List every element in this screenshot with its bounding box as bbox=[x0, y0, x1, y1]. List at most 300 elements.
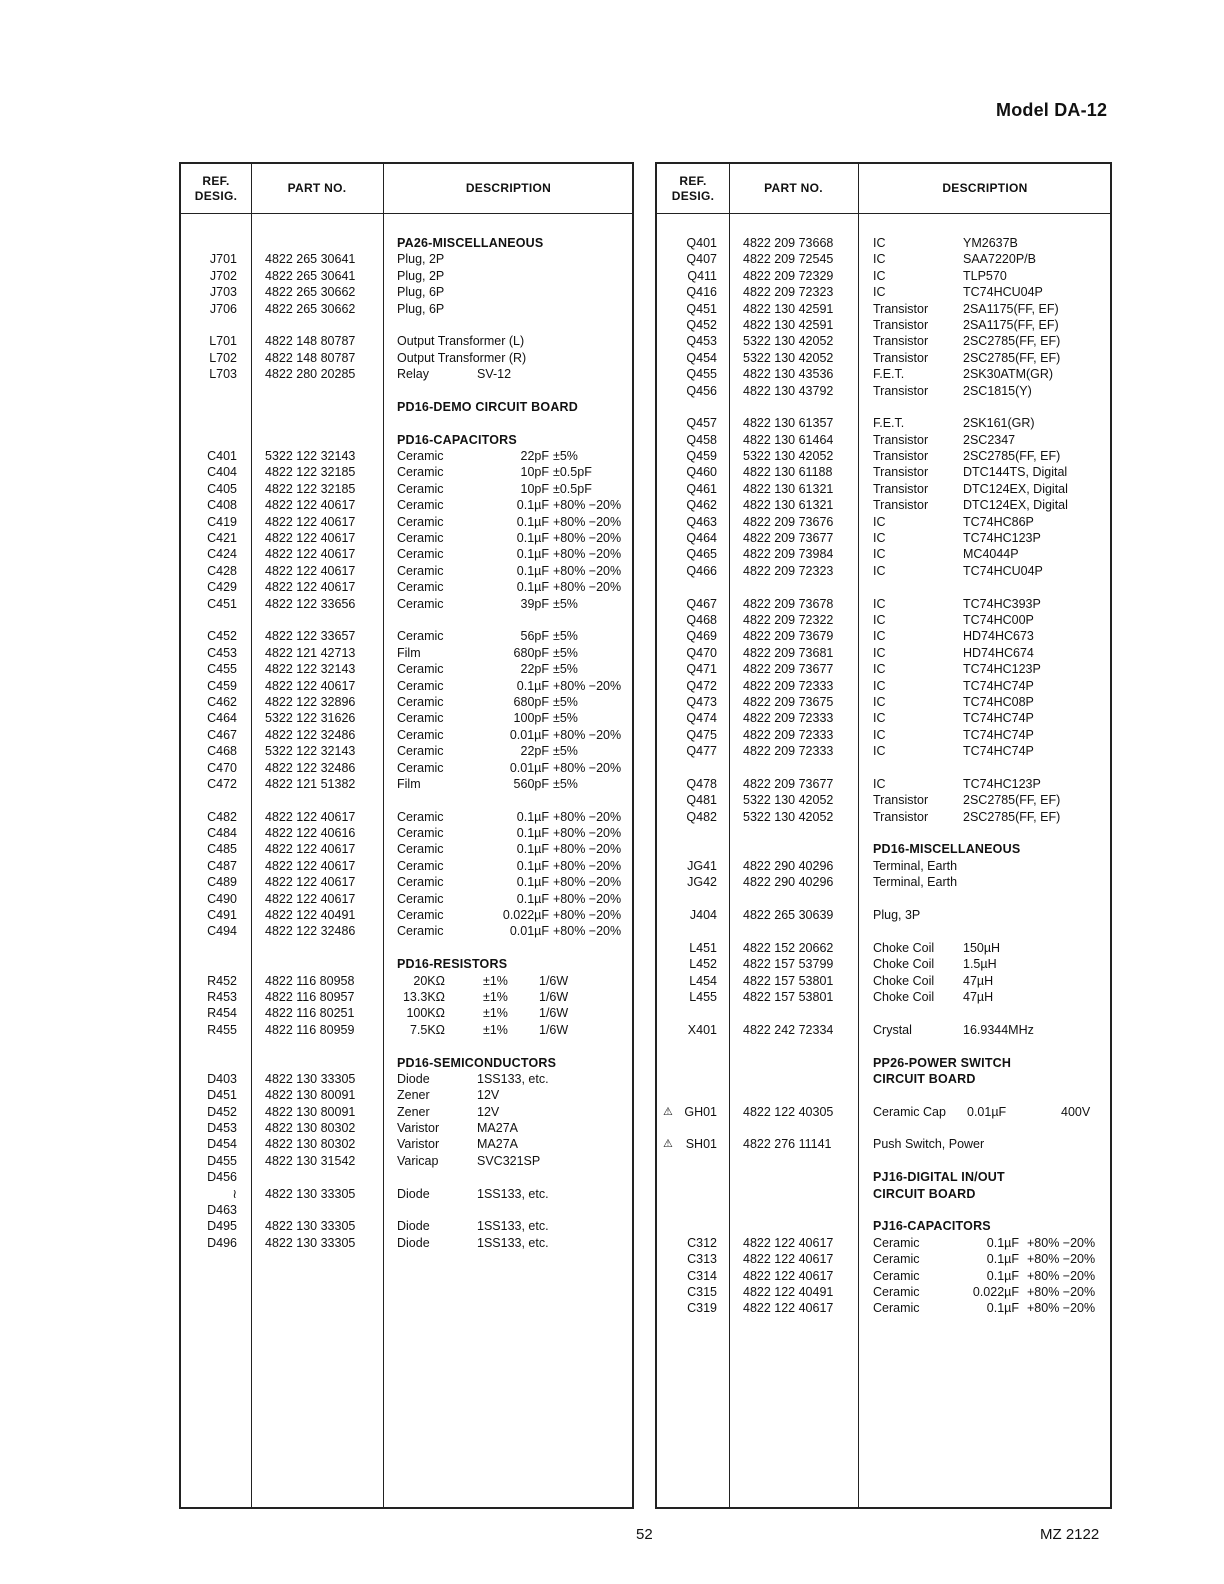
document-code: MZ 2122 bbox=[1040, 1526, 1100, 1543]
ref-desig: C405 bbox=[207, 481, 237, 496]
table-row bbox=[181, 481, 632, 497]
description-type: F.E.T. bbox=[873, 367, 905, 382]
description-value: YM2637B bbox=[963, 236, 1018, 250]
table-row bbox=[657, 530, 1110, 546]
left-rows bbox=[181, 235, 632, 1251]
ref-desig: C487 bbox=[207, 858, 237, 873]
section-heading bbox=[657, 1186, 1110, 1202]
description-value: 10pF bbox=[520, 481, 549, 496]
part-number: 4822 209 73668 bbox=[743, 236, 834, 250]
table-row bbox=[181, 989, 632, 1005]
description-type: IC bbox=[873, 547, 886, 562]
description-type: IC bbox=[873, 744, 886, 759]
description-type: Ceramic bbox=[873, 1285, 920, 1299]
description-rating: 1/6W bbox=[539, 1006, 569, 1021]
ref-desig: Q469 bbox=[686, 629, 717, 644]
description-value: 47µH bbox=[963, 989, 994, 1004]
ref-desig: JG42 bbox=[687, 875, 717, 890]
description-type: Transistor bbox=[873, 809, 929, 824]
table-row bbox=[181, 694, 632, 710]
table-row bbox=[181, 727, 632, 743]
ref-desig: C424 bbox=[207, 547, 237, 562]
col-header-desc: DESCRIPTION bbox=[465, 181, 552, 195]
table-row bbox=[181, 1087, 632, 1103]
table-row bbox=[657, 956, 1110, 972]
table-row bbox=[181, 776, 632, 792]
ref-desig: J703 bbox=[209, 285, 237, 300]
description-value: 2SC2785(FF, EF) bbox=[963, 809, 1061, 824]
spacer-row bbox=[657, 760, 1110, 776]
part-number: 4822 122 40617 bbox=[265, 514, 356, 529]
description-tolerance: ±5% bbox=[553, 744, 578, 759]
description-type: Diode bbox=[397, 1219, 430, 1234]
table-row bbox=[181, 858, 632, 874]
section-heading bbox=[657, 1218, 1110, 1234]
description-type: Output Transformer (R) bbox=[397, 350, 527, 365]
part-number: 4822 122 40617 bbox=[743, 1235, 834, 1250]
safety-warning-icon: ⚠ bbox=[663, 1138, 673, 1151]
table-row bbox=[181, 1104, 632, 1120]
description-tolerance: +80% −20% bbox=[553, 498, 622, 513]
description-tolerance: +80% −20% bbox=[1027, 1301, 1096, 1316]
part-number: 4822 122 40616 bbox=[265, 826, 356, 841]
description-type: Plug, 3P bbox=[873, 908, 921, 923]
description-value: 2SC1815(Y) bbox=[963, 383, 1032, 398]
table-row bbox=[657, 563, 1110, 579]
description-type: Ceramic bbox=[397, 908, 444, 923]
part-number: 4822 130 61321 bbox=[743, 498, 834, 513]
description-type: Ceramic bbox=[397, 498, 444, 513]
spacer-row bbox=[657, 1120, 1110, 1136]
description-value: MA27A bbox=[477, 1137, 518, 1152]
table-row bbox=[181, 1169, 632, 1185]
table-row bbox=[181, 268, 632, 284]
part-number: 4822 280 20285 bbox=[265, 367, 356, 382]
ref-desig: J702 bbox=[209, 268, 237, 283]
col-header-ref: REF. DESIG. bbox=[194, 173, 238, 203]
table-row bbox=[181, 1136, 632, 1152]
ref-desig: D463 bbox=[207, 1203, 237, 1218]
spacer-row bbox=[657, 1038, 1110, 1054]
table-row bbox=[657, 973, 1110, 989]
part-number: 4822 122 40617 bbox=[265, 563, 356, 578]
description-type: Plug, 6P bbox=[397, 301, 445, 316]
description-value: 20KΩ bbox=[413, 973, 445, 988]
spacer-row bbox=[181, 940, 632, 956]
part-number: 4822 148 80787 bbox=[265, 350, 356, 365]
description-value: 12V bbox=[477, 1104, 500, 1119]
part-number: 4822 290 40296 bbox=[743, 858, 834, 873]
ref-desig: Q477 bbox=[686, 744, 717, 759]
table-row bbox=[181, 710, 632, 726]
ref-desig: C489 bbox=[207, 875, 237, 890]
ref-desig: Q401 bbox=[686, 236, 717, 250]
table-row bbox=[657, 940, 1110, 956]
description-value: TC74HC123P bbox=[963, 776, 1041, 791]
ref-desig: Q470 bbox=[686, 645, 717, 660]
part-number: 4822 122 40617 bbox=[265, 678, 356, 693]
spacer-row bbox=[657, 923, 1110, 939]
table-row bbox=[657, 776, 1110, 792]
description-value: 680pF bbox=[513, 694, 549, 709]
part-number: 4822 122 40617 bbox=[265, 858, 356, 873]
description-tolerance: ±1% bbox=[483, 989, 508, 1004]
table-row bbox=[657, 694, 1110, 710]
description-value: 0.1µF bbox=[986, 1268, 1019, 1283]
ref-desig: C482 bbox=[207, 809, 237, 824]
description-tolerance: +80% −20% bbox=[1027, 1252, 1096, 1267]
section-title: PD16-MISCELLANEOUS bbox=[873, 842, 1021, 857]
part-number: 4822 122 40617 bbox=[265, 580, 356, 595]
part-number: 4822 122 32896 bbox=[265, 694, 356, 709]
description-type: Plug, 2P bbox=[397, 252, 445, 267]
description-type: Crystal bbox=[873, 1022, 912, 1037]
table-row bbox=[657, 317, 1110, 333]
section-heading bbox=[657, 841, 1110, 857]
table-row bbox=[181, 973, 632, 989]
part-number: 4822 209 72333 bbox=[743, 711, 834, 726]
part-number: 4822 122 40491 bbox=[743, 1285, 834, 1299]
ref-desig: Q461 bbox=[686, 481, 717, 496]
description-value: TC74HC86P bbox=[963, 514, 1034, 529]
description-type: Ceramic bbox=[397, 547, 444, 562]
description-value: TC74HC74P bbox=[963, 711, 1034, 726]
part-number: 5322 130 42052 bbox=[743, 350, 834, 365]
ref-desig: C472 bbox=[207, 776, 237, 791]
description-type: IC bbox=[873, 727, 886, 742]
spacer-row bbox=[657, 1153, 1110, 1169]
ref-desig: Q468 bbox=[686, 612, 717, 627]
part-number: 5322 122 31626 bbox=[265, 711, 356, 726]
table-row bbox=[657, 464, 1110, 480]
part-number: 4822 130 61357 bbox=[743, 416, 834, 431]
table-row bbox=[657, 268, 1110, 284]
ref-desig: L451 bbox=[689, 940, 717, 955]
table-row bbox=[181, 1218, 632, 1234]
description-tolerance: +80% −20% bbox=[553, 514, 622, 529]
section-heading bbox=[657, 1055, 1110, 1071]
description-type: IC bbox=[873, 711, 886, 726]
part-number: 4822 122 40491 bbox=[265, 908, 356, 923]
description-value: HD74HC674 bbox=[963, 645, 1034, 660]
ref-desig: C315 bbox=[687, 1285, 717, 1299]
part-number: 4822 130 61321 bbox=[743, 481, 834, 496]
ref-desig: Q456 bbox=[686, 383, 717, 398]
description-value: 22pF bbox=[520, 662, 549, 677]
ref-desig: Q475 bbox=[686, 727, 717, 742]
description-rating: 1/6W bbox=[539, 1022, 569, 1037]
description-type: Diode bbox=[397, 1071, 430, 1086]
part-number: 4822 209 72333 bbox=[743, 727, 834, 742]
part-number: 4822 130 80302 bbox=[265, 1137, 356, 1152]
description-type: F.E.T. bbox=[873, 416, 905, 431]
description-value: 1SS133, etc. bbox=[477, 1219, 549, 1234]
spacer-row bbox=[657, 891, 1110, 907]
description-type: Output Transformer (L) bbox=[397, 334, 525, 349]
part-number: 4822 290 40296 bbox=[743, 875, 834, 890]
spacer-row bbox=[181, 792, 632, 808]
description-type: Ceramic bbox=[397, 924, 444, 939]
description-type: Ceramic Cap bbox=[873, 1104, 946, 1119]
section-heading bbox=[657, 1071, 1110, 1087]
section-title: PD16-CAPACITORS bbox=[397, 432, 517, 447]
section-title: PD16-RESISTORS bbox=[397, 957, 508, 972]
description-value: TC74HC00P bbox=[963, 612, 1034, 627]
description-tolerance: ±1% bbox=[483, 1006, 508, 1021]
table-row bbox=[181, 1186, 632, 1202]
table-row bbox=[657, 710, 1110, 726]
ref-desig: C452 bbox=[207, 629, 237, 644]
table-row bbox=[181, 1005, 632, 1021]
table-row bbox=[657, 1136, 1110, 1152]
table-row bbox=[181, 825, 632, 841]
description-tolerance: +80% −20% bbox=[553, 908, 622, 923]
description-type: IC bbox=[873, 662, 886, 677]
description-type: IC bbox=[873, 612, 886, 627]
spacer-row bbox=[657, 579, 1110, 595]
part-number: 4822 122 33657 bbox=[265, 629, 356, 644]
description-value: 1SS133, etc. bbox=[477, 1235, 549, 1250]
description-type: Ceramic bbox=[397, 465, 444, 480]
parts-table-left bbox=[179, 162, 634, 1509]
description-tolerance: +80% −20% bbox=[553, 563, 622, 578]
description-type: IC bbox=[873, 596, 886, 611]
description-type: Varistor bbox=[397, 1137, 440, 1152]
ref-desig: Q453 bbox=[686, 334, 717, 349]
description-rating: 1/6W bbox=[539, 973, 569, 988]
table-row bbox=[181, 350, 632, 366]
part-number: 4822 130 33305 bbox=[265, 1071, 356, 1086]
table-row bbox=[657, 383, 1110, 399]
ref-desig: C485 bbox=[207, 842, 237, 857]
description-type: Terminal, Earth bbox=[873, 875, 958, 890]
section-heading bbox=[181, 432, 632, 448]
part-number: 4822 116 80959 bbox=[265, 1022, 355, 1037]
table-row bbox=[657, 792, 1110, 808]
description-value: 1SS133, etc. bbox=[477, 1186, 549, 1201]
table-row bbox=[657, 415, 1110, 431]
ref-desig: X401 bbox=[687, 1022, 717, 1037]
table-row bbox=[657, 251, 1110, 267]
description-value: 22pF bbox=[520, 449, 549, 464]
ref-desig: R455 bbox=[207, 1022, 237, 1037]
part-number: 4822 130 61464 bbox=[743, 432, 834, 447]
section-title: PJ16-DIGITAL IN/OUT bbox=[873, 1170, 1005, 1185]
ref-desig: Q460 bbox=[686, 465, 717, 480]
description-type: Transistor bbox=[873, 449, 929, 464]
table-row bbox=[181, 907, 632, 923]
description-type: IC bbox=[873, 252, 886, 267]
description-value: 0.022µF bbox=[972, 1285, 1019, 1299]
section-title: PD16-SEMICONDUCTORS bbox=[397, 1055, 557, 1070]
part-number: 4822 209 73676 bbox=[743, 514, 834, 529]
part-number: 4822 209 73678 bbox=[743, 596, 834, 611]
ref-desig: C468 bbox=[207, 744, 237, 759]
description-value: TC74HC74P bbox=[963, 727, 1034, 742]
table-row bbox=[657, 858, 1110, 874]
ref-desig: C491 bbox=[207, 908, 237, 923]
part-number: 4822 122 40617 bbox=[265, 875, 356, 890]
table-row bbox=[657, 1284, 1110, 1300]
table-row bbox=[181, 333, 632, 349]
description-tolerance: +80% −20% bbox=[553, 809, 622, 824]
table-row bbox=[657, 727, 1110, 743]
description-value: 0.1µF bbox=[516, 563, 549, 578]
part-number: 4822 209 72333 bbox=[743, 678, 834, 693]
table-row bbox=[181, 1235, 632, 1251]
description-value: 2SA1175(FF, EF) bbox=[963, 301, 1059, 316]
part-number: 4822 130 43792 bbox=[743, 383, 834, 398]
description-type: Transistor bbox=[873, 350, 929, 365]
part-number: 4822 209 72323 bbox=[743, 563, 834, 578]
table-row bbox=[181, 1153, 632, 1169]
part-number: 4822 122 32185 bbox=[265, 465, 356, 480]
part-number: 4822 130 31542 bbox=[265, 1153, 356, 1168]
table-row bbox=[657, 432, 1110, 448]
part-number: 4822 130 80302 bbox=[265, 1121, 356, 1136]
description-value: TC74HCU04P bbox=[963, 285, 1043, 300]
description-tolerance: +80% −20% bbox=[553, 826, 622, 841]
section-title: PD16-DEMO CIRCUIT BOARD bbox=[397, 399, 578, 414]
description-type: Ceramic bbox=[873, 1268, 920, 1283]
ref-desig: Q471 bbox=[686, 662, 717, 677]
ref-desig: Q452 bbox=[686, 317, 717, 332]
ref-desig: Q464 bbox=[686, 531, 717, 546]
spacer-row bbox=[657, 825, 1110, 841]
ref-desig: C470 bbox=[207, 760, 237, 775]
table-row bbox=[181, 1202, 632, 1218]
description-type: Transistor bbox=[873, 793, 929, 808]
ref-desig: D456 bbox=[207, 1170, 237, 1185]
part-number: 4822 130 42591 bbox=[743, 317, 834, 332]
description-type: Ceramic bbox=[397, 514, 444, 529]
section-heading bbox=[657, 1169, 1110, 1185]
table-row bbox=[657, 1268, 1110, 1284]
description-value: DTC144TS, Digital bbox=[963, 465, 1068, 480]
ref-desig: Q407 bbox=[686, 252, 717, 267]
description-type: Transistor bbox=[873, 481, 929, 496]
part-number: 4822 130 80091 bbox=[265, 1088, 356, 1103]
section-title: CIRCUIT BOARD bbox=[873, 1071, 976, 1086]
table-row bbox=[181, 760, 632, 776]
description-value: 2SC2785(FF, EF) bbox=[963, 449, 1061, 464]
table-row bbox=[181, 1022, 632, 1038]
description-tolerance: +80% −20% bbox=[1027, 1268, 1096, 1283]
description-value: SAA7220P/B bbox=[963, 252, 1036, 267]
ref-desig: L701 bbox=[209, 334, 237, 349]
description-type: Varicap bbox=[397, 1153, 439, 1168]
ref-desig: L452 bbox=[689, 957, 717, 972]
table-row bbox=[657, 1300, 1110, 1316]
description-value: 0.1µF bbox=[516, 875, 549, 890]
ref-desig: C484 bbox=[207, 826, 237, 841]
part-number: 4822 209 73984 bbox=[743, 547, 834, 562]
ref-desig: D453 bbox=[207, 1121, 237, 1136]
ref-desig: J701 bbox=[209, 252, 237, 267]
table-row bbox=[657, 907, 1110, 923]
description-type: Terminal, Earth bbox=[873, 858, 958, 873]
description-value: 560pF bbox=[513, 776, 549, 791]
description-type: Transistor bbox=[873, 334, 929, 349]
description-tolerance: +80% −20% bbox=[553, 531, 622, 546]
description-type: Ceramic bbox=[397, 563, 444, 578]
part-number: 5322 122 32143 bbox=[265, 744, 356, 759]
description-type: Ceramic bbox=[397, 858, 444, 873]
table-row bbox=[657, 612, 1110, 628]
description-type: Transistor bbox=[873, 498, 929, 513]
part-number: 4822 122 40617 bbox=[265, 498, 356, 513]
table-row bbox=[657, 514, 1110, 530]
table-row bbox=[657, 1022, 1110, 1038]
part-number: 4822 157 53801 bbox=[743, 973, 834, 988]
section-heading bbox=[181, 1055, 632, 1071]
table-row bbox=[657, 661, 1110, 677]
part-number: 4822 122 40617 bbox=[743, 1301, 834, 1316]
description-type: IC bbox=[873, 285, 886, 300]
description-type: Plug, 6P bbox=[397, 285, 445, 300]
ref-desig: Q474 bbox=[686, 711, 717, 726]
table-row bbox=[181, 923, 632, 939]
description-type: Ceramic bbox=[873, 1252, 920, 1267]
description-type: IC bbox=[873, 514, 886, 529]
table-row bbox=[657, 989, 1110, 1005]
part-number: 4822 157 53801 bbox=[743, 989, 834, 1004]
section-heading bbox=[181, 399, 632, 415]
description-value: 0.1µF bbox=[986, 1235, 1019, 1250]
description-value: SV-12 bbox=[477, 367, 512, 382]
description-value: DTC124EX, Digital bbox=[963, 481, 1068, 496]
description-type: Zener bbox=[397, 1088, 430, 1103]
table-row bbox=[657, 284, 1110, 300]
table-row bbox=[657, 743, 1110, 759]
description-value: 2SK30ATM(GR) bbox=[963, 367, 1054, 382]
ref-desig: Q462 bbox=[686, 498, 717, 513]
table-row bbox=[657, 1104, 1110, 1120]
parts-table-right bbox=[655, 162, 1112, 1509]
part-number: 4822 130 61188 bbox=[743, 465, 833, 480]
part-number: 4822 265 30662 bbox=[265, 285, 356, 300]
description-value: 0.1µF bbox=[516, 498, 549, 513]
ref-desig: C313 bbox=[687, 1252, 717, 1267]
page-number: 52 bbox=[636, 1526, 653, 1543]
ref-desig: Q457 bbox=[686, 416, 717, 431]
table-row bbox=[181, 251, 632, 267]
description-tolerance: +80% −20% bbox=[553, 842, 622, 857]
description-tolerance: ±5% bbox=[553, 596, 578, 611]
description-type: Transistor bbox=[873, 301, 929, 316]
description-value: 39pF bbox=[520, 596, 549, 611]
ref-desig: D451 bbox=[207, 1088, 237, 1103]
description-value: TC74HC123P bbox=[963, 531, 1041, 546]
part-number: 4822 122 32185 bbox=[265, 481, 356, 496]
description-type: IC bbox=[873, 645, 886, 660]
description-type: IC bbox=[873, 629, 886, 644]
part-number: 4822 265 30662 bbox=[265, 301, 356, 316]
description-value: 0.1µF bbox=[516, 826, 549, 841]
description-value: MA27A bbox=[477, 1121, 518, 1136]
table-row bbox=[181, 514, 632, 530]
description-type: IC bbox=[873, 678, 886, 693]
ref-desig: C312 bbox=[687, 1235, 717, 1250]
spacer-row bbox=[657, 1087, 1110, 1103]
part-number: 4822 209 73677 bbox=[743, 531, 834, 546]
description-type: Choke Coil bbox=[873, 973, 935, 988]
description-tolerance: +80% −20% bbox=[553, 547, 622, 562]
part-number: 4822 209 72322 bbox=[743, 612, 834, 627]
description-type: Ceramic bbox=[397, 727, 444, 742]
part-number: 4822 130 33305 bbox=[265, 1235, 356, 1250]
description-value: TLP570 bbox=[963, 268, 1007, 283]
